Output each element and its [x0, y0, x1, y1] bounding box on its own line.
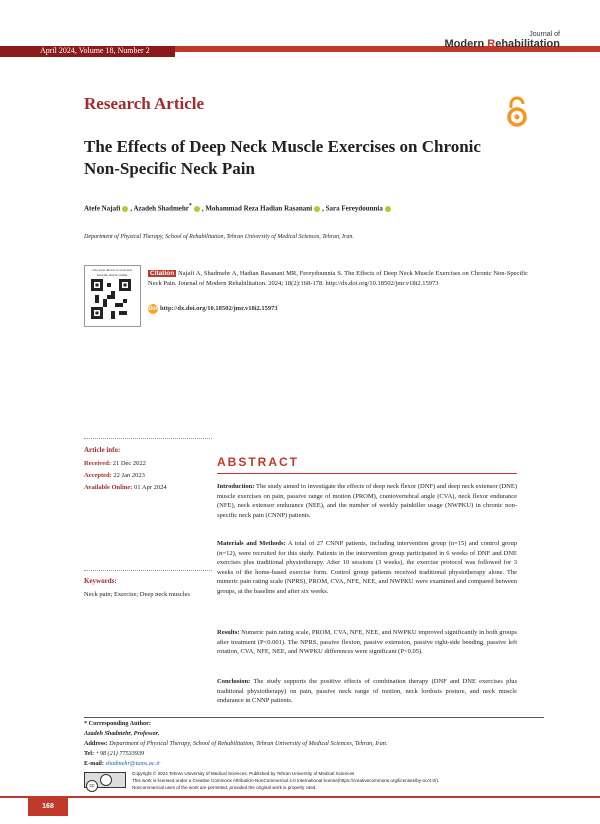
keywords-title: Keywords: — [84, 577, 117, 585]
citation-label: Citation — [150, 270, 175, 277]
abstract-rule — [217, 473, 517, 474]
abstract-results: Results: Numeric pain rating scale, PROM, CVA, NFE, NEE, and NWPKU improved significantly in both groups after treatment (P<0.001). The NPRS, passive flexion, passive extension, passive right-side bending, passive left rotation, CVA, NFE, NEE, and NWPKU differences were significant (P<0.05). — [217, 629, 517, 655]
email-link[interactable]: shadmehr@tums.ac.ir — [103, 760, 161, 767]
license-line: This work is licensed under a Creative Commons Attribution-NonCommercial 4.0 International license(https://creativecommons.org/licenses/by-nc/4.0/). — [132, 778, 440, 783]
abstract-conclusion: Conclusion: The study supports the positive effects of combination therapy (DNF and DNE exercises plus traditional physiotherapy) on pain, passive neck range of motion, neck lordosis posture, and neck muscle endurance in CNNP patients. — [217, 678, 517, 704]
corresponding-tel: Tel: +98 (21) 77533939 — [84, 750, 145, 757]
footer-band — [0, 796, 600, 798]
by-icon — [100, 774, 112, 786]
article-info-title: Article info: — [84, 446, 121, 454]
journal-name: Modern Rehabilitation — [444, 38, 560, 50]
noncommercial-line: Noncommercial uses of the work are permitted, provided the original work is properly cited. — [132, 785, 317, 790]
accepted-date: Accepted: 22 Jan 2023 — [84, 472, 145, 479]
author-list: Atefe Najafi , Azadeh Shadmehr* , Mohammad Reza Hadian Rasanani , Sara Fereydounnia — [84, 203, 544, 212]
received-date: Received: 21 Dec 2022 — [84, 460, 146, 467]
doi-icon: doi — [148, 306, 158, 312]
orcid-icon[interactable] — [194, 206, 200, 212]
article-type: Research Article — [84, 94, 205, 113]
license-text — [132, 770, 532, 791]
corresponding-address: Address: Department of Physical Therapy, School of Rehabilitation, Tehran University of Medical Sciences, Tehran, Iran. — [84, 740, 388, 747]
author-name[interactable]: Azadeh Shadmehr — [133, 204, 189, 213]
doi-link[interactable]: doi http://dx.doi.org/10.18502/jmr.v18i2.15973 — [148, 305, 278, 312]
corresponding-email: E-mail: shadmehr@tums.ac.ir — [84, 760, 161, 767]
author-name[interactable]: Mohammad Reza Hadian Rasanani — [205, 204, 313, 213]
abstract-methods: Materials and Methods: A total of 27 CNNP patients, including intervention group (n=15) and control group (n=12), were recruited for this study. Patients in the intervention group participated in 6 weeks of DNF and DNE exercises plus traditional physiotherapy. After 10 sessions (3 weeks), the exercise protocol was followed for 3 weeks of the home-based exercise form. Control group patients received traditional physiotherapy alone. The numeric pain rating scale (NPRS), PROM, CVA, NFE, NEE, and NWPKU were examined and compared between groups, at the baseline and after six weeks. — [217, 540, 517, 595]
article-title: The Effects of Deep Neck Muscle Exercises on Chronic Non-Specific Neck Pain — [84, 137, 481, 178]
page-number: 168 — [28, 798, 68, 816]
orcid-icon[interactable] — [314, 206, 320, 212]
orcid-icon[interactable] — [385, 206, 391, 212]
author-name[interactable]: Sara Fereydounnia — [325, 204, 383, 213]
cc-license-badge[interactable] — [84, 772, 126, 788]
divider — [84, 438, 212, 439]
citation: Citation Najafi A, Shadmehr A, Hadian Rasanani MR, Fereydounnia S. The Effects of Deep Neck Muscle Exercises on Chronic Non-Specific Neck Pain. Journal of Modern Rehabilitation. 2024; 18(2):168-178. http://dx.doi.org/10.18502/jmr.v18i2.15973 — [148, 270, 528, 287]
abstract-heading: ABSTRACT — [217, 455, 299, 469]
orcid-icon[interactable] — [122, 206, 128, 212]
qr-caption: Use your device to scan and read the article online — [92, 268, 132, 277]
cc-icon: cc — [86, 780, 98, 792]
author-name[interactable]: Atefe Najafi — [84, 204, 121, 213]
corresponding-name: Azadeh Shadmehr, Professor. — [84, 730, 160, 737]
qr-code-icon[interactable] — [91, 279, 131, 319]
correspondence-rule — [84, 717, 544, 718]
copyright-line: Copyright © 2024 Tehran University of Medical Sciences. Published by Tehran University of Medical Sciences — [132, 771, 355, 776]
journal-name-small: Journal of — [529, 31, 560, 38]
keywords: Neck pain; Exercise; Deep neck muscles — [84, 591, 190, 598]
online-date: Available Online: 01 Apr 2024 — [84, 484, 167, 491]
affiliation: Department of Physical Therapy, School of Rehabilitation, Tehran University of Medical Sciences, Tehran, Iran. — [84, 234, 354, 240]
abstract-introduction: Introduction: The study aimed to investigate the effects of deep neck flexor (DNF) and deep neck extensor (DNE) muscle exercises on pain, passive range of motion (PROM), craniovertebral angle (CVA), neck flexor endurance (NFE), neck extensor endurance (NEE), and the number of weekly painkiller usage (NWPKU) in chronic non-specific neck pain (CNNP) patients. — [217, 483, 517, 519]
open-access-icon — [505, 96, 529, 128]
corresponding-heading: * Corresponding Author: — [84, 720, 151, 727]
issue-label: April 2024, Volume 18, Number 2 — [40, 46, 150, 55]
divider — [84, 570, 212, 571]
